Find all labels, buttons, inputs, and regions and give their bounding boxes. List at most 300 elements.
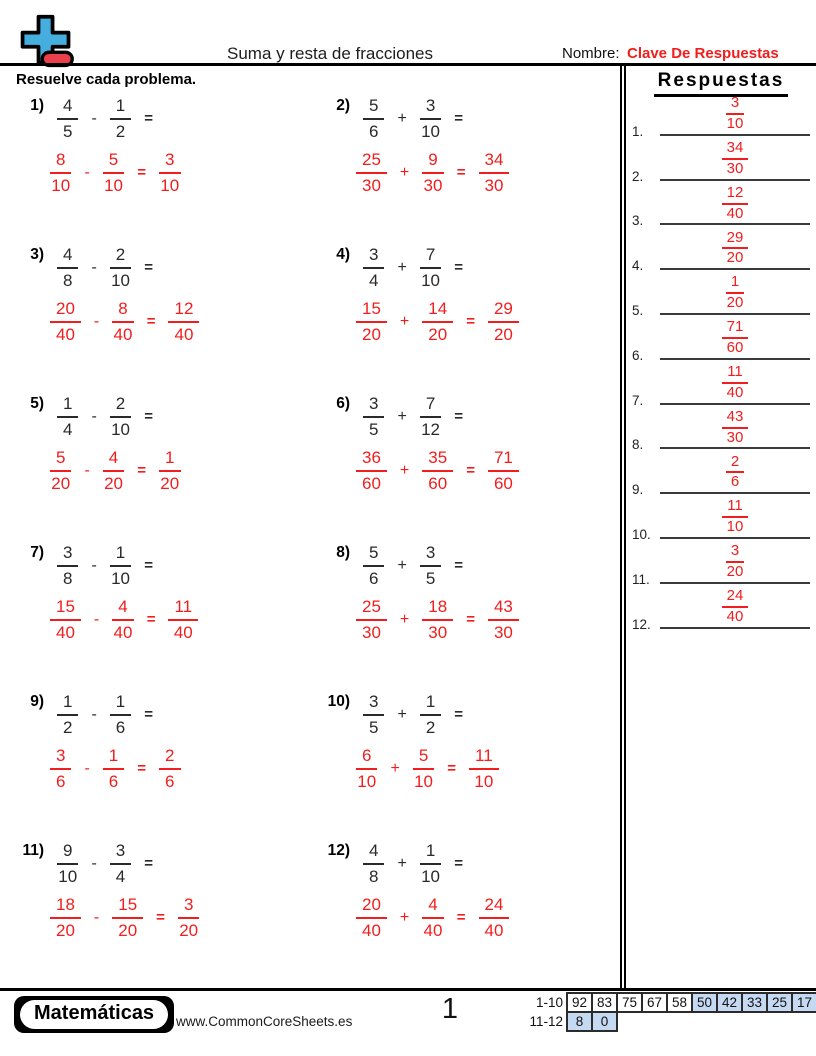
fraction — [363, 543, 384, 588]
answer-row — [632, 497, 812, 546]
numerator: 3 — [726, 95, 744, 115]
problem-equation — [322, 394, 620, 439]
brand-name: Matemáticas — [20, 1000, 168, 1029]
answer-fraction — [722, 409, 749, 447]
numerator: 3 — [50, 746, 71, 770]
fraction — [422, 150, 443, 195]
numerator: 20 — [50, 299, 81, 323]
equals-sign: = — [456, 909, 466, 927]
numerator: 11 — [469, 746, 499, 770]
score-cell: 75 — [616, 992, 643, 1013]
problem-work — [50, 299, 322, 344]
score-cell: 83 — [591, 992, 618, 1013]
fraction — [356, 150, 387, 195]
problem-work — [50, 597, 322, 642]
denominator: 10 — [421, 866, 440, 886]
denominator: 30 — [423, 175, 443, 195]
answer-fraction — [159, 448, 180, 493]
answer-number: 9. — [632, 482, 644, 498]
equals-sign: = — [466, 611, 475, 629]
answer-number: 10. — [632, 526, 651, 542]
numerator: 71 — [722, 319, 749, 339]
fraction — [57, 96, 78, 141]
problem-equation — [322, 543, 620, 588]
numerator: 5 — [363, 96, 384, 120]
problem-number: 3) — [30, 246, 44, 263]
equals-sign: = — [454, 855, 464, 873]
denominator: 20 — [56, 920, 75, 940]
problem-number: 6) — [336, 395, 350, 412]
numerator: 11 — [168, 597, 198, 621]
answer-fraction — [722, 319, 749, 357]
fraction — [356, 299, 387, 344]
numerator: 5 — [103, 150, 124, 174]
fraction — [112, 597, 133, 642]
fraction — [420, 96, 441, 141]
page-number: 1 — [441, 993, 459, 1025]
score-cell: 33 — [741, 992, 768, 1013]
operator: - — [93, 312, 100, 330]
problem — [322, 394, 620, 543]
numerator: 15 — [356, 299, 387, 323]
denominator: 40 — [726, 383, 744, 401]
problem-equation — [16, 394, 322, 439]
answer-row — [632, 318, 812, 367]
fraction — [110, 692, 131, 737]
answer-fraction — [479, 150, 510, 195]
answer-row — [632, 542, 812, 591]
numerator: 1 — [159, 448, 180, 472]
answer-blank-line — [660, 453, 810, 495]
numerator: 24 — [479, 895, 510, 919]
fraction — [57, 692, 78, 737]
answer-blank-line — [660, 94, 810, 136]
problem — [16, 245, 322, 394]
answer-row — [632, 452, 812, 501]
numerator: 3 — [57, 543, 78, 567]
equals-sign: = — [454, 557, 464, 575]
equals-sign: = — [447, 760, 457, 778]
score-cell: 67 — [641, 992, 668, 1013]
operator: + — [397, 109, 407, 127]
problem-work — [50, 895, 322, 940]
answer-row — [632, 228, 812, 277]
answers-panel-divider — [620, 66, 626, 988]
problem-work — [356, 448, 620, 493]
score-row — [503, 992, 816, 1013]
operator: + — [399, 908, 410, 926]
operator: - — [91, 109, 97, 127]
denominator: 20 — [51, 473, 71, 493]
problem-number: 5) — [30, 395, 44, 412]
numerator: 1 — [110, 692, 131, 716]
numerator: 29 — [488, 299, 519, 323]
fraction — [110, 394, 131, 439]
numerator: 34 — [722, 140, 749, 160]
denominator: 8 — [369, 866, 379, 886]
score-cell: 8 — [566, 1011, 593, 1032]
problem-equation — [322, 692, 620, 737]
fraction — [57, 245, 78, 290]
numerator: 5 — [50, 448, 71, 472]
fraction — [57, 394, 78, 439]
denominator: 20 — [362, 324, 381, 344]
denominator: 2 — [115, 121, 126, 141]
numerator: 9 — [422, 150, 443, 174]
denominator: 10 — [357, 771, 377, 791]
problem — [16, 692, 322, 841]
answer-number: 11. — [632, 571, 650, 587]
numerator: 4 — [363, 841, 384, 865]
denominator: 10 — [160, 175, 180, 195]
numerator: 35 — [422, 448, 453, 472]
problem — [322, 841, 620, 990]
grading-table — [503, 992, 816, 1032]
problem-number: 12) — [327, 842, 350, 859]
numerator: 11 — [722, 364, 748, 384]
answer-blank-line — [660, 229, 810, 271]
score-cell: 25 — [766, 992, 793, 1013]
denominator: 6 — [165, 771, 175, 791]
denominator: 20 — [118, 920, 138, 940]
fraction — [103, 746, 124, 791]
equals-sign: = — [144, 110, 154, 128]
problem-equation — [16, 692, 322, 737]
equals-sign: = — [156, 909, 165, 927]
denominator: 20 — [493, 324, 513, 344]
answer-fraction — [469, 746, 499, 791]
equals-sign: = — [454, 408, 464, 426]
problem-equation — [322, 841, 620, 886]
fraction — [57, 543, 78, 588]
fraction — [356, 895, 387, 940]
numerator: 20 — [356, 895, 387, 919]
numerator: 6 — [356, 746, 377, 770]
equals-sign: = — [146, 611, 156, 629]
numerator: 3 — [420, 543, 441, 567]
answer-fraction — [722, 185, 749, 223]
equals-sign: = — [146, 313, 156, 331]
fraction — [420, 245, 441, 290]
problem-number: 1) — [30, 97, 44, 114]
answer-fraction — [722, 588, 749, 626]
answer-fraction — [479, 895, 510, 940]
problem — [16, 96, 322, 245]
numerator: 25 — [356, 597, 387, 621]
answer-row — [632, 273, 812, 322]
fraction — [422, 597, 453, 642]
answer-number: 3. — [632, 213, 644, 229]
numerator: 3 — [178, 895, 199, 919]
numerator: 9 — [57, 841, 78, 865]
website-url: www.CommonCoreSheets.es — [176, 1014, 353, 1029]
answer-fraction — [178, 895, 199, 940]
fraction — [356, 746, 377, 791]
fraction — [363, 394, 384, 439]
fraction — [422, 448, 453, 493]
denominator: 40 — [113, 324, 133, 344]
denominator: 8 — [63, 568, 73, 588]
answer-number: 5. — [632, 302, 644, 318]
operator: - — [91, 556, 97, 574]
instructions: Resuelve cada problema. — [16, 71, 197, 88]
problem-work — [50, 746, 322, 791]
denominator: 10 — [111, 568, 130, 588]
answers-title — [628, 70, 814, 97]
problem — [322, 543, 620, 692]
name-label: Nombre: — [562, 45, 620, 62]
score-cell: 92 — [566, 992, 593, 1013]
numerator: 2 — [159, 746, 180, 770]
brand-logo — [14, 996, 174, 1033]
denominator: 2 — [425, 717, 436, 737]
equals-sign: = — [144, 259, 154, 277]
answer-fraction — [159, 746, 180, 791]
fraction — [112, 299, 133, 344]
denominator: 4 — [63, 419, 73, 439]
operator: - — [84, 461, 90, 479]
denominator: 20 — [179, 920, 199, 940]
denominator: 12 — [421, 419, 440, 439]
problem-equation — [322, 96, 620, 141]
problem-equation — [16, 96, 322, 141]
answer-fraction — [159, 150, 180, 195]
operator: + — [397, 407, 407, 425]
numerator: 1 — [57, 692, 78, 716]
problems-grid — [16, 96, 620, 990]
fraction — [420, 692, 441, 737]
problem-work — [356, 746, 620, 791]
equals-sign: = — [137, 760, 147, 778]
denominator: 4 — [115, 866, 126, 886]
denominator: 40 — [362, 920, 381, 940]
fraction — [363, 692, 384, 737]
fraction — [103, 150, 124, 195]
operator: + — [390, 759, 400, 777]
operator: + — [399, 461, 410, 479]
numerator: 43 — [488, 597, 519, 621]
denominator: 10 — [421, 121, 440, 141]
fraction — [57, 841, 78, 886]
answer-fraction — [168, 597, 198, 642]
denominator: 5 — [425, 568, 436, 588]
answer-number: 6. — [632, 347, 644, 363]
denominator: 40 — [484, 920, 504, 940]
operator: + — [397, 705, 407, 723]
answer-blank-line — [660, 273, 810, 315]
fraction — [356, 597, 387, 642]
score-cell: 50 — [691, 992, 718, 1013]
score-cell: 42 — [716, 992, 743, 1013]
answer-fraction — [488, 597, 519, 642]
problem-number: 7) — [30, 544, 44, 561]
operator: + — [397, 556, 407, 574]
problem-number: 4) — [336, 246, 350, 263]
numerator: 5 — [363, 543, 384, 567]
fraction — [50, 895, 81, 940]
fraction — [110, 841, 131, 886]
problem-equation — [16, 245, 322, 290]
answer-row — [632, 183, 812, 233]
numerator: 1 — [103, 746, 124, 770]
denominator: 40 — [726, 607, 744, 625]
numerator: 7 — [420, 394, 441, 418]
answer-blank-line — [660, 497, 810, 539]
denominator: 4 — [369, 270, 379, 290]
answer-number: 1. — [632, 123, 644, 139]
numerator: 43 — [722, 409, 749, 429]
answer-blank-line — [660, 587, 810, 629]
numerator: 4 — [57, 96, 78, 120]
problem — [322, 245, 620, 394]
problem-number: 11) — [22, 842, 44, 859]
denominator: 5 — [63, 121, 73, 141]
numerator: 1 — [57, 394, 78, 418]
denominator: 10 — [58, 866, 78, 886]
denominator: 20 — [104, 473, 123, 493]
numerator: 1 — [726, 274, 744, 294]
denominator: 10 — [474, 771, 494, 791]
fraction — [103, 448, 124, 493]
denominator: 60 — [362, 473, 381, 493]
denominator: 40 — [56, 622, 75, 642]
denominator: 40 — [113, 622, 133, 642]
denominator: 2 — [63, 717, 73, 737]
denominator: 20 — [428, 324, 448, 344]
denominator: 30 — [428, 622, 448, 642]
denominator: 60 — [726, 338, 744, 356]
answer-number: 4. — [632, 258, 644, 274]
answer-blank-line — [660, 139, 810, 181]
operator: - — [84, 163, 90, 181]
denominator: 30 — [493, 622, 513, 642]
answer-fraction — [722, 364, 748, 402]
denominator: 5 — [369, 419, 379, 439]
fraction — [422, 895, 443, 940]
denominator: 6 — [730, 473, 740, 491]
problem-work — [356, 150, 620, 195]
problem-work — [50, 448, 322, 493]
denominator: 20 — [160, 473, 180, 493]
denominator: 20 — [726, 294, 744, 312]
numerator: 36 — [356, 448, 387, 472]
equals-sign: = — [454, 110, 464, 128]
score-range-label: 11-12 — [529, 1014, 563, 1029]
answer-fraction — [722, 230, 749, 268]
answer-fraction — [168, 299, 199, 344]
numerator: 71 — [488, 448, 519, 472]
score-row — [503, 1011, 816, 1032]
answer-number: 12. — [632, 616, 651, 632]
score-range-label: 1-10 — [535, 995, 563, 1010]
answer-fraction — [488, 299, 519, 344]
numerator: 15 — [112, 895, 143, 919]
answers-title-text: Respuestas — [654, 70, 789, 97]
numerator: 12 — [168, 299, 199, 323]
numerator: 3 — [159, 150, 180, 174]
denominator: 40 — [56, 324, 75, 344]
numerator: 34 — [479, 150, 510, 174]
numerator: 2 — [726, 454, 744, 474]
denominator: 30 — [726, 428, 744, 446]
numerator: 18 — [50, 895, 81, 919]
fraction — [110, 245, 131, 290]
denominator: 6 — [369, 121, 379, 141]
score-cell: 58 — [666, 992, 693, 1013]
score-cell: 0 — [591, 1011, 618, 1032]
denominator: 10 — [421, 270, 440, 290]
problem-work — [356, 895, 620, 940]
denominator: 10 — [51, 175, 71, 195]
answer-row — [632, 94, 812, 143]
fraction — [413, 746, 434, 791]
denominator: 10 — [726, 115, 744, 132]
numerator: 14 — [422, 299, 453, 323]
numerator: 11 — [722, 498, 748, 518]
numerator: 1 — [420, 692, 441, 716]
equals-sign: = — [454, 259, 464, 277]
numerator: 1 — [420, 841, 441, 865]
answer-number: 2. — [632, 168, 644, 184]
numerator: 3 — [363, 394, 384, 418]
header-divider — [0, 63, 816, 66]
numerator: 3 — [420, 96, 441, 120]
fraction — [363, 245, 384, 290]
problem — [16, 543, 322, 692]
denominator: 6 — [115, 717, 126, 737]
operator: - — [93, 610, 100, 628]
denominator: 10 — [111, 270, 130, 290]
operator: - — [91, 854, 97, 872]
answer-fraction — [722, 140, 749, 178]
answer-row — [632, 139, 812, 188]
operator: - — [93, 908, 100, 926]
problem-equation — [322, 245, 620, 290]
score-cell: 17 — [791, 992, 816, 1013]
answer-fraction — [726, 543, 744, 581]
denominator: 10 — [104, 175, 123, 195]
problem-number: 2) — [336, 97, 350, 114]
denominator: 40 — [726, 204, 744, 222]
problem — [322, 96, 620, 245]
denominator: 30 — [362, 622, 381, 642]
operator: - — [91, 258, 97, 276]
fraction — [50, 746, 71, 791]
answer-row — [632, 407, 812, 457]
numerator: 4 — [57, 245, 78, 269]
numerator: 12 — [722, 185, 749, 205]
fraction — [110, 543, 131, 588]
denominator: 10 — [111, 419, 130, 439]
denominator: 20 — [726, 249, 744, 267]
numerator: 15 — [50, 597, 81, 621]
fraction — [50, 597, 81, 642]
answer-fraction — [726, 95, 744, 133]
problem-number: 8) — [336, 544, 350, 561]
numerator: 8 — [112, 299, 133, 323]
numerator: 18 — [422, 597, 453, 621]
fraction — [420, 841, 441, 886]
answer-row — [632, 362, 812, 412]
numerator: 25 — [356, 150, 387, 174]
equals-sign: = — [144, 855, 154, 873]
problem-equation — [16, 841, 322, 886]
fraction — [50, 150, 71, 195]
problem-number: 9) — [30, 693, 44, 710]
equals-sign: = — [456, 164, 466, 182]
denominator: 30 — [484, 175, 504, 195]
denominator: 6 — [369, 568, 379, 588]
